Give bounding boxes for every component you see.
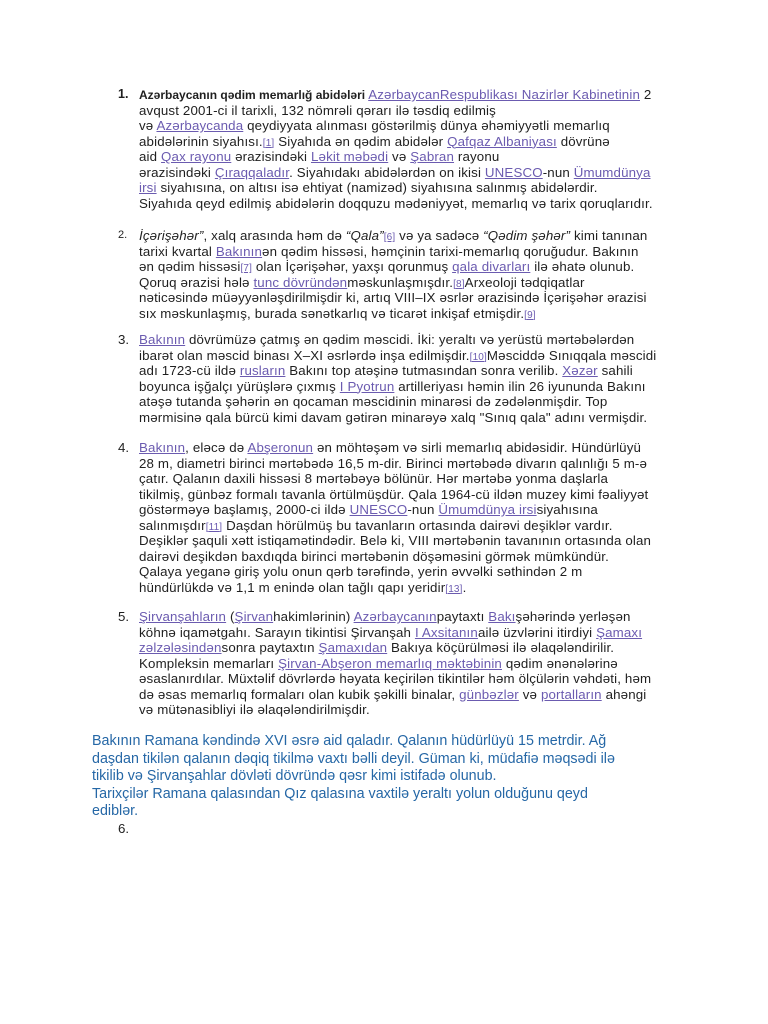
- text-run: Məsciddə Sınıqqala məscidi: [486, 347, 657, 363]
- text-run: və: [139, 118, 157, 133]
- text-run: və: [518, 686, 541, 702]
- note-line: tikilib və Şirvanşahlar dövləti dövründə qəsr kimi istifadə olunub.: [92, 768, 497, 784]
- text-run: Qoruq ərazisi hələ: [139, 274, 254, 290]
- text-line: [139, 165, 653, 181]
- list-item-5: [0, 609, 768, 717]
- text-run: kimi tanınan: [570, 228, 648, 243]
- text-line: [139, 440, 651, 456]
- text-line: [139, 471, 651, 487]
- text-line: [139, 640, 651, 656]
- text-run: sonra paytaxtın: [221, 640, 319, 655]
- text-run: 28 m, diametri birinci mərtəbədə 16,5 m-dir. Birinci mərtəbədə divarın qalınlığı 5 m-ə: [139, 455, 648, 471]
- hyperlink[interactable]: Bakının: [215, 243, 263, 259]
- hyperlink[interactable]: Abşeronun: [247, 440, 314, 455]
- hyperlink[interactable]: zəlzələsindən: [139, 640, 222, 655]
- text-run: . Siyahıdakı abidələrdən on ikisi: [289, 164, 485, 180]
- hyperlink[interactable]: I Axsitanın: [414, 624, 478, 640]
- text-run: ərazisindəki: [139, 164, 215, 180]
- text-line: [139, 134, 653, 150]
- text-run: aid: [139, 149, 162, 164]
- text-line: [139, 625, 651, 641]
- footnote-ref-link[interactable]: [9]: [524, 309, 536, 321]
- hyperlink[interactable]: qala divarları: [452, 259, 531, 274]
- list-item-2: [0, 228, 768, 321]
- footnote-ref-link[interactable]: [7]: [240, 263, 253, 274]
- bold-text: Azərbaycanın qədim memarlığ abidələri: [139, 88, 366, 102]
- hyperlink[interactable]: Bakının: [139, 440, 186, 455]
- text-line: [139, 410, 656, 426]
- text-run: paytaxtı: [436, 609, 489, 624]
- text-line: [139, 656, 651, 672]
- text-line: [139, 609, 651, 625]
- text-run: mərmisinə qala bürcü kimi davam gətirən minarəyə xalq "Sınıq qala" adını vermişdir.: [139, 409, 648, 425]
- text-run: salınmışdır: [139, 517, 206, 533]
- text-run: əsaslanırdılar. Müxtəlif dövrlərdə həyata keçirilən tikintilər həm ölçülərin vəhdəti, həm: [139, 671, 652, 686]
- text-run: siyahısına, on altısı isə ehtiyat (namizəd) siyahısına salınmış abidələrdir.: [156, 180, 598, 195]
- text-line: [139, 379, 656, 395]
- text-run: ən möhtəşəm və sirli memarlıq abidəsidir. Hündürlüyü: [313, 440, 642, 455]
- hyperlink[interactable]: Qax rayonu: [161, 149, 232, 164]
- text-line: [139, 487, 651, 503]
- hyperlink[interactable]: Şamaxı: [596, 624, 643, 640]
- list-item-text: [139, 228, 647, 321]
- text-run: Qalaya yeganə giriş yolu onun qərb tərəfində, yerin əvvəlki səthindən 2 m: [139, 564, 583, 579]
- hyperlink[interactable]: Şirvan-Abşeron memarlıq məktəbinin: [278, 655, 502, 671]
- text-line: [139, 87, 653, 103]
- list-number: 3.: [118, 332, 130, 347]
- list-number: 5.: [118, 609, 130, 624]
- footnote-ref-link[interactable]: [10]: [469, 351, 487, 363]
- text-run: ən qədim hissəsi, həmçinin tarixi-memarlıq qoruğudur. Bakının: [262, 243, 639, 259]
- text-run: Bakıya köçürülməsi ilə əlaqələndirilir.: [387, 640, 615, 655]
- text-line: [139, 306, 647, 322]
- hyperlink[interactable]: tunc dövründən: [253, 274, 348, 290]
- note-line: Tarixçilər Ramana qalasından Qız qalasına vaxtilə yeraltı yolun olduğunu qeyd: [92, 785, 588, 802]
- text-line: [139, 348, 656, 364]
- text-line: [139, 228, 647, 244]
- text-line: [139, 518, 651, 534]
- text-run: və mütənasibliyi ilə əlaqələndirilmişdir.: [139, 702, 370, 717]
- text-line: [139, 332, 656, 348]
- text-run: köhnə iqamətgahı. Sarayın tikintisi Şirvanşah: [139, 624, 415, 640]
- text-run: ahəngi: [601, 686, 647, 702]
- list-item-1: [0, 87, 768, 211]
- list-item-6: [0, 821, 768, 841]
- text-run: sahili: [597, 363, 633, 378]
- note-line: Bakının Ramana kəndində XVI əsrə aid qaladır. Qalanın hüdürlüyü 15 metrdir. Ağ: [92, 733, 607, 749]
- text-line: [139, 118, 653, 134]
- text-line: [139, 456, 651, 472]
- text-run: ibarət olan məscid binası X–XI əsrlərdə inşa edilmişdir.: [139, 347, 470, 363]
- text-line: [139, 259, 647, 275]
- text-line: [139, 196, 653, 212]
- footnote-ref-link[interactable]: [13]: [445, 583, 463, 595]
- text-line: [139, 549, 651, 565]
- text-run: avqust 2001-ci il tarixli, 132 nömrəli qərarı ilə təsdiq edilmiş: [139, 102, 496, 118]
- hyperlink[interactable]: günbəzlər: [459, 686, 519, 702]
- list-item-3: [0, 332, 768, 425]
- text-line: [139, 180, 653, 196]
- text-line: [139, 394, 656, 410]
- text-run: Bakını top atəşinə tutmasından sonra verilib.: [285, 363, 563, 378]
- text-run: çatır. Qalanın daxili hissəsi 8 mərtəbəyə bölünür. Hər mərtəbə yonma daşlarla: [139, 471, 609, 486]
- text-run: hündürlükdə və 1,1 m enində olan tağlı qapı yeridir: [139, 579, 446, 595]
- list-item-text: [139, 87, 653, 211]
- text-run: ailə üzvlərini itirdiyi: [477, 624, 597, 640]
- text-run: və ya sadəcə: [395, 228, 484, 243]
- text-line: [139, 275, 647, 291]
- text-run: olan İçərişəhər, yaxşı qorunmuş: [252, 259, 453, 274]
- text-line: [139, 103, 653, 119]
- text-run: artilleriyası həmin ilin 26 iyununda Bakını: [394, 378, 646, 394]
- text-line: [139, 363, 656, 379]
- text-run: sıx məskunlaşmış, burada sənətkarlıq və ticarət inkişaf etmişdir.: [139, 305, 525, 321]
- footnote-ref-link[interactable]: [6]: [383, 232, 396, 243]
- text-run: Daşdan hörülmüş bu tavanların ortasında dairəvi deşiklər vardır.: [222, 517, 613, 533]
- hyperlink[interactable]: UNESCO: [349, 502, 408, 517]
- footnote-ref-link[interactable]: [11]: [205, 521, 223, 533]
- hyperlink[interactable]: Ümumdünya: [573, 164, 651, 180]
- list-item-text: [139, 440, 651, 595]
- hyperlink[interactable]: Şabran: [410, 149, 455, 164]
- hyperlink[interactable]: Çıraqqaladır: [214, 164, 290, 180]
- list-number: 4.: [118, 440, 130, 455]
- hyperlink[interactable]: portalların: [540, 686, 602, 702]
- text-run: şəhərində yerləşən: [515, 609, 631, 624]
- hyperlink[interactable]: Ləkit məbədi: [311, 149, 389, 164]
- hyperlink[interactable]: AzərbaycanRespublikası Nazirlər Kabinetinin: [368, 87, 640, 102]
- text-run: məskunlaşmışdır.: [347, 274, 454, 290]
- text-run: Siyahıda ən qədim abidələr: [274, 133, 448, 149]
- text-run: Arxeoloji tədqiqatlar: [464, 274, 585, 290]
- text-run: abidələrinin siyahısı.: [139, 133, 263, 149]
- text-run: 2: [640, 87, 652, 102]
- hyperlink[interactable]: Bakı: [488, 609, 516, 624]
- text-line: [139, 244, 647, 260]
- list-number: 1.: [118, 87, 129, 101]
- text-line: [139, 149, 653, 165]
- text-line: [139, 702, 651, 718]
- hyperlink[interactable]: Azərbaycanın: [353, 609, 437, 624]
- italic-text: “Qala”: [345, 228, 384, 243]
- text-run: dövrümüzə çatmış ən qədim məscidi. İki: yeraltı və yerüstü mərtəbələrdən: [185, 332, 635, 347]
- text-line: [139, 533, 651, 549]
- text-run: ilə əhatə olunub.: [530, 259, 635, 274]
- list-item-4: [0, 440, 768, 595]
- text-line: [139, 502, 651, 518]
- text-run: dövrünə: [556, 133, 610, 149]
- text-line: [139, 671, 651, 687]
- list-number: 2.: [118, 229, 128, 241]
- text-line: [139, 290, 647, 306]
- text-run: Deşiklər şaquli xətt istiqamətindədir. Belə ki, VIII mərtəbənin tavanının ortasında olan: [139, 533, 652, 548]
- text-run: tikilmiş, günbəz formalı tavanla örtülmüşdür. Qala 1964-cü ildən muzey kimi fəaliyyət: [139, 486, 649, 502]
- note-paragraph: [92, 733, 615, 821]
- text-run: -nun: [542, 164, 574, 180]
- text-run: (: [226, 609, 235, 624]
- hyperlink[interactable]: Bakının: [139, 332, 186, 347]
- hyperlink[interactable]: rusların: [239, 363, 286, 378]
- text-run: və: [388, 149, 411, 164]
- text-run: ərazisindəki: [231, 149, 311, 164]
- text-run: siyahısına: [536, 502, 598, 517]
- text-run: rayonu: [454, 149, 500, 164]
- text-run: nəticəsində müəyyənləşdirilmişdir ki, artıq VIII–IX əsrlər ərazisində İçərişəhər ərazisi: [139, 290, 647, 305]
- hyperlink[interactable]: Ümumdünya irsi: [438, 502, 537, 517]
- note-line: daşdan tikilən qalanın dəqiq tikilmə vaxtı bəlli deyil. Güman ki, müdafiə məqsədi ilə: [92, 750, 615, 767]
- italic-text: “Qədim şəhər”: [483, 228, 571, 243]
- hyperlink[interactable]: Qafqaz Albaniyası: [447, 133, 557, 149]
- hyperlink[interactable]: Azərbaycanda: [156, 118, 244, 133]
- hyperlink[interactable]: UNESCO: [484, 164, 543, 180]
- hyperlink[interactable]: Şamaxıdan: [318, 640, 388, 655]
- text-line: [139, 687, 651, 703]
- text-run: , xalq arasında həm də: [203, 228, 346, 243]
- text-run: qeydiyyata alınması göstərilmiş dünya əhəmiyyətli memarlıq: [243, 118, 610, 133]
- italic-text: İçərişəhər”: [139, 228, 204, 243]
- list-item-text: [139, 609, 651, 718]
- text-run: atəşə tutanda şəhərin ən qocaman məscidinin minarəsi də zədələnmişdir. Top: [139, 394, 608, 409]
- text-run: qədim ənənələrinə: [501, 655, 618, 671]
- text-run: hakimlərinin): [273, 609, 354, 624]
- note-line: ediblər.: [92, 803, 139, 819]
- hyperlink[interactable]: Şirvan: [234, 609, 274, 624]
- list-item-text: [139, 332, 656, 425]
- text-line: [139, 564, 651, 580]
- text-run: adı 1723-cü ildə: [139, 363, 240, 378]
- text-run: də əsas memarlıq formaları olan kubik şəkilli binalar,: [139, 686, 460, 702]
- text-run: dairəvi deşikdən baxdıqda birinci mərtəbənin döşəməsini görmək mümkündür.: [139, 548, 609, 564]
- list-number: 6.: [118, 821, 130, 836]
- text-run: boyunca işğalçı yürüşlərə çıxmış: [139, 378, 340, 394]
- hyperlink[interactable]: Xəzər: [562, 363, 598, 378]
- footnote-ref-link[interactable]: [1]: [262, 137, 275, 149]
- text-run: , eləcə də: [185, 440, 248, 455]
- text-run: tarixi kvartal: [139, 243, 216, 259]
- hyperlink[interactable]: I Pyotrun: [339, 378, 395, 394]
- text-run: .: [462, 579, 467, 595]
- text-line: [139, 580, 651, 596]
- hyperlink[interactable]: Şirvanşahların: [139, 609, 227, 624]
- text-run: Siyahıda qeyd edilmiş abidələrin doqquzu mədəniyyət, memarlıq və tarix qoruqlarıdır.: [139, 195, 653, 211]
- text-run: Kompleksin memarları: [139, 655, 279, 671]
- hyperlink[interactable]: irsi: [139, 180, 157, 195]
- footnote-ref-link[interactable]: [8]: [453, 278, 465, 290]
- text-run: -nun: [407, 502, 439, 517]
- text-run: ən qədim hissəsi: [139, 259, 241, 274]
- text-run: göstərməyə başlamış, 2000-ci ildə: [139, 502, 350, 517]
